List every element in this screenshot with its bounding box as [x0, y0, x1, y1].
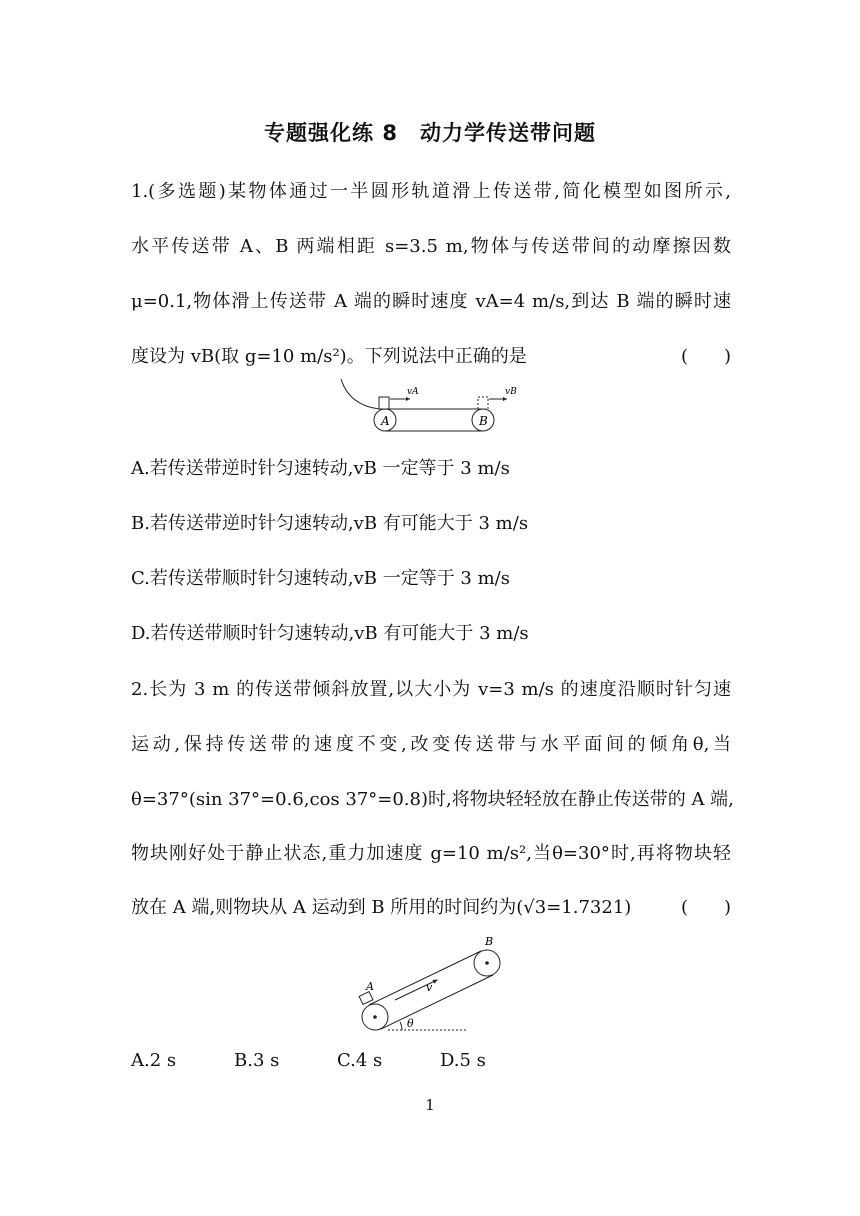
label-theta: θ [407, 1017, 414, 1030]
q2-line-3: θ=37°(sin 37°=0.6,cos 37°=0.8)时,将物块轻轻放在静止传送带的 A 端, [131, 789, 734, 810]
label-b: B [485, 935, 494, 948]
block [359, 992, 373, 1005]
q2-choices [131, 1050, 486, 1071]
q2-choice-c: C.4 s [337, 1050, 383, 1071]
label-va: vA [407, 387, 419, 397]
q2-line-5 [131, 893, 731, 919]
q2-line-4: 物块刚好处于静止状态,重力加速度 g=10 m/s²,当θ=30°时,再将物块轻 [131, 843, 731, 864]
q2-choice-d: D.5 s [440, 1050, 486, 1071]
q1-option-d: D.若传送带顺时针匀速转动,vB 有可能大于 3 m/s [131, 623, 529, 644]
q1-line-3: μ=0.1,物体滑上传送带 A 端的瞬时速度 vA=4 m/s,到达 B 端的瞬时速 [131, 291, 731, 312]
q2-choice-a: A.2 s [131, 1050, 177, 1071]
q1-answer-paren: ( ) [680, 346, 731, 367]
q1-option-b: B.若传送带逆时针匀速转动,vB 有可能大于 3 m/s [131, 513, 529, 534]
q1-line-4-text: 度设为 vB(取 g=10 m/s²)。下列说法中正确的是 [131, 346, 527, 367]
page-title: 专题强化练 8 动力学传送带问题 [264, 121, 596, 145]
q2-line-5-text: 放在 A 端,则物块从 A 运动到 B 所用的时间约为(√3=1.7321) [131, 897, 632, 918]
q2-line-2: 运动,保持传送带的速度不变,改变传送带与水平面间的倾角θ,当 [131, 734, 731, 755]
q2-line-1: 2.长为 3 m 的传送带倾斜放置,以大小为 v=3 m/s 的速度沿顺时针匀速 [131, 679, 731, 700]
q2-choice-b: B.3 s [234, 1050, 280, 1071]
block-dashed [478, 397, 488, 409]
page-number: 1 [425, 1096, 435, 1114]
label-v: v [426, 981, 433, 994]
q1-line-2: 水平传送带 A、B 两端相距 s=3.5 m,物体与传送带间的动摩擦因数 [131, 236, 731, 257]
q2-answer-paren: ( ) [680, 897, 731, 918]
label-vb: vB [505, 387, 517, 397]
q1-option-c: C.若传送带顺时针匀速转动,vB 一定等于 3 m/s [131, 568, 510, 589]
label-a: A [366, 980, 374, 993]
q1-line-1: 1.(多选题)某物体通过一半圆形轨道滑上传送带,简化模型如图所示, [131, 181, 731, 202]
semicircle-track [341, 379, 379, 409]
q1-option-a: A.若传送带逆时针匀速转动,vB 一定等于 3 m/s [131, 458, 510, 479]
q2-incline-figure [350, 930, 510, 1035]
label-a: A [381, 414, 390, 428]
block [379, 397, 389, 409]
q1-conveyor-figure [335, 375, 535, 437]
q1-line-4 [131, 342, 731, 368]
label-b: B [479, 414, 488, 428]
belt-bottom [381, 975, 493, 1029]
belt-top [369, 951, 481, 1005]
